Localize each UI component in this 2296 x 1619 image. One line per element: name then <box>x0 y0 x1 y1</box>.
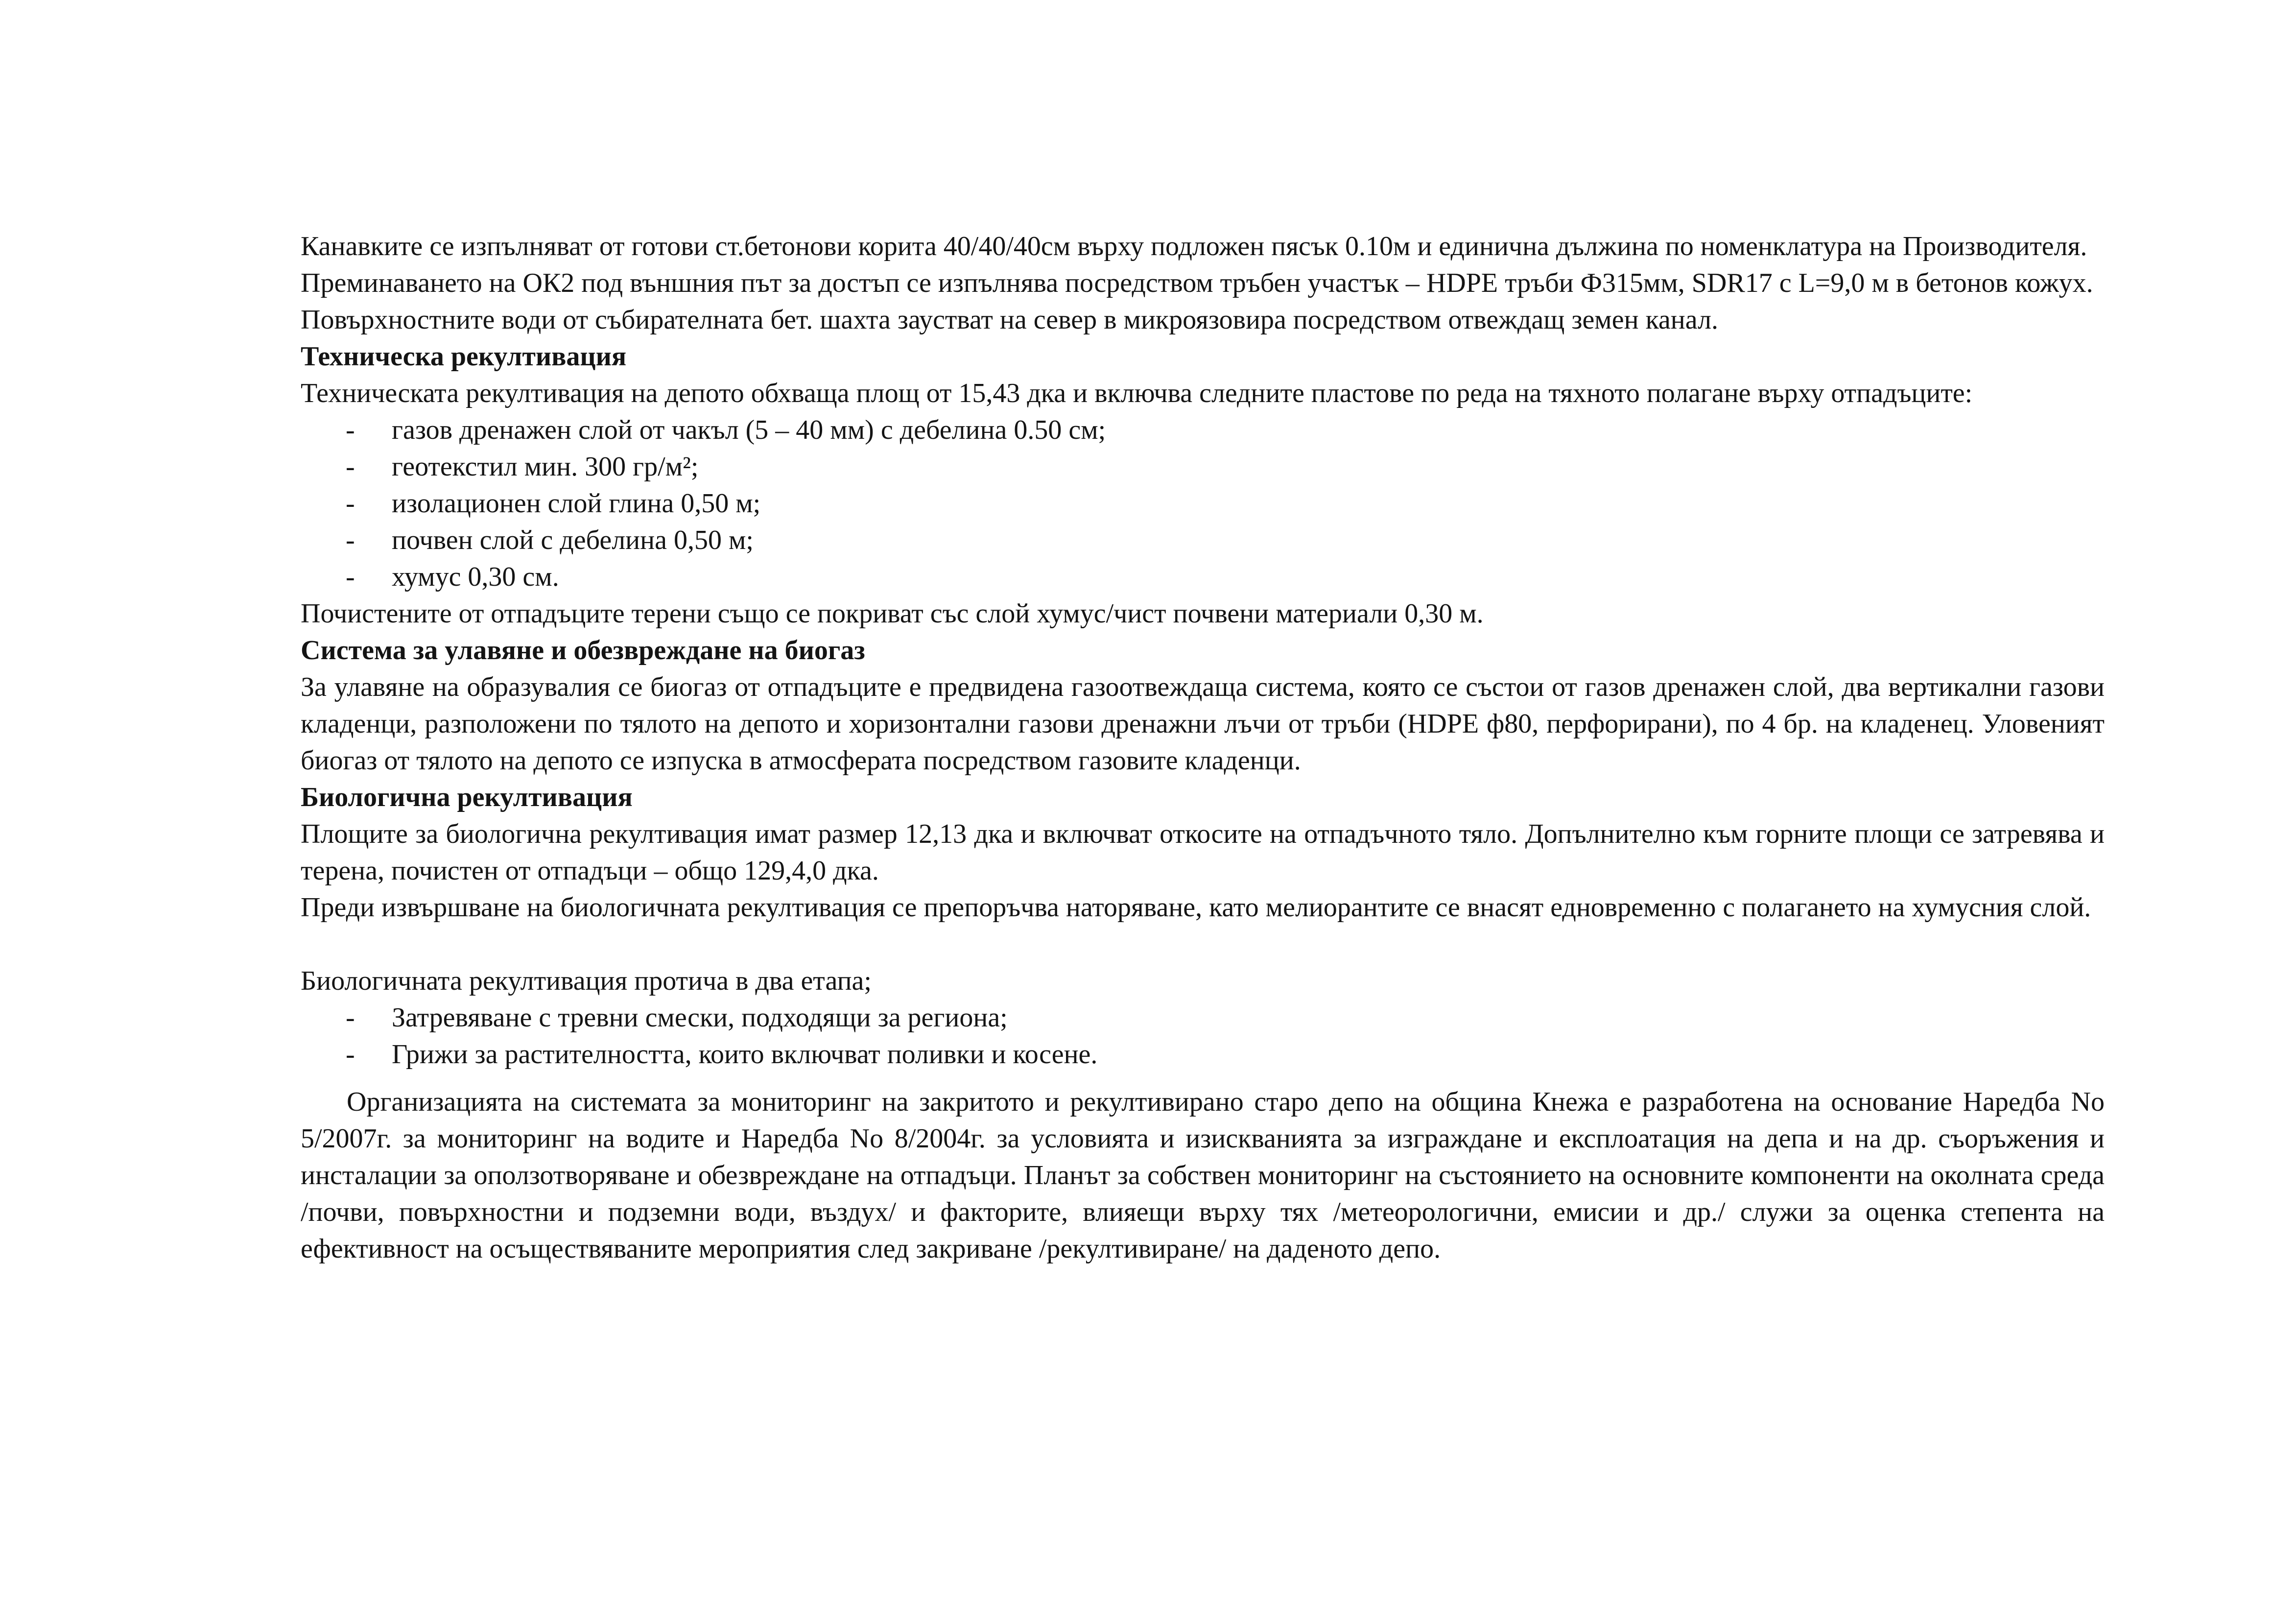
bullet-dash: - <box>346 1039 355 1070</box>
list-item-text: изолационен слой глина 0,50 м; <box>392 488 761 519</box>
technical-layers-list <box>301 412 2105 595</box>
bullet-dash: - <box>346 488 355 519</box>
paragraph-stages-intro: Биологичната рекултивация протича в два етапа; <box>301 966 872 996</box>
paragraph-fertilization: Преди извършване на биологичната рекултивация се препоръчва наторяване, като мелиорантите се внасят едновременно с полагането на хумусния слой. <box>301 892 2091 923</box>
list-item-text: Затревяване с тревни смески, подходящи за региона; <box>392 1002 1008 1033</box>
list-item-text: Грижи за растителността, които включват поливки и косене. <box>392 1039 1098 1070</box>
spacer <box>301 1073 2105 1084</box>
bullet-dash: - <box>346 1002 355 1033</box>
bullet-dash: - <box>346 562 355 592</box>
biological-stages-list <box>301 1000 2105 1073</box>
list-item-text: почвен слой с дебелина 0,50 м; <box>392 525 754 555</box>
bullet-dash: - <box>346 415 355 445</box>
spacer <box>301 926 2105 963</box>
list-item <box>301 1036 2105 1073</box>
paragraph-technical-outro: Почистените от отпадъците терени също се покриват със слой хумус/чист почвени материали 0,30 м. <box>301 598 1484 629</box>
paragraph-technical-intro: Техническата рекултивация на депото обхваща площ от 15,43 дка и включва следните пластове по реда на тяхното полагане върху отпадъците: <box>301 378 1973 408</box>
list-item <box>301 412 2105 449</box>
bullet-dash: - <box>346 525 355 555</box>
list-item <box>301 559 2105 595</box>
paragraph-channels: Канавките се изпълняват от готови ст.бетонови корита 40/40/40см върху подложен пясък 0.10м и единична дължина по номенклатура на Производителя. <box>301 231 2087 262</box>
list-item <box>301 522 2105 559</box>
list-item <box>301 1000 2105 1036</box>
list-item <box>301 449 2105 485</box>
paragraph-monitoring: Организацията на системата за мониторинг на закритото и рекултивирано старо депо на община Кнежа е разработена на основание Наредба No 5/2007г. за мониторинг на водите и Наредба No 8/2004г. за условията и изискванията за изграждане и експлоатация на депа и на др. съоръжения и инсталации за оползотворяване и обезвреждане на отпадъци. Планът за собствен мониторинг на състоянието на основните компоненти на околната среда /почви, повърхностни и подземни води, въздух/ и факторите, влияещи върху тях /метеорологични, емисии и др./ служи за оценка степента на ефективност на осъществяваните мероприятия след закриване /рекултивиране/ на даденото депо. <box>301 1087 2105 1264</box>
heading-technical-recultivation: Техническа рекултивация <box>301 341 627 372</box>
list-item <box>301 485 2105 522</box>
list-item-text: газов дренажен слой от чакъл (5 – 40 мм) с дебелина 0.50 см; <box>392 415 1106 445</box>
paragraph-biogas: За улавяне на образувалия се биогаз от отпадъците е предвидена газоотвеждаща система, която се състои от газов дренажен слой, два вертикални газови кладенци, разположени по тялото на депото и хоризонтални газови дренажни лъчи от тръби (HDPE ф80, перфорирани), по 4 бр. на кладенец. Уловеният биогаз от тялото на депото се изпуска в атмосферата посредством газовите кладенци. <box>301 672 2105 776</box>
paragraph-biological-areas: Площите за биологична рекултивация имат размер 12,13 дка и включват откосите на отпадъчното тяло. Допълнително към горните площи се затревява и терена, почистен от отпадъци – общо 129,4,0 дка. <box>301 819 2105 886</box>
list-item-text: хумус 0,30 см. <box>392 562 559 592</box>
paragraph-crossing: Преминаването на ОК2 под външния път за достъп се изпълнява посредством тръбен участък – HDPE тръби Ф315мм, SDR17 с L=9,0 м в бетонов кожух. <box>301 268 2093 298</box>
paragraph-surface-water: Повърхностните води от събирателната бет. шахта заустват на север в микроязовира посредством отвеждащ земен канал. <box>301 305 1719 335</box>
document-body <box>301 228 2105 1267</box>
heading-biological-recultivation: Биологична рекултивация <box>301 782 633 812</box>
heading-biogas-system: Система за улавяне и обезвреждане на биогаз <box>301 635 865 666</box>
bullet-dash: - <box>346 452 355 482</box>
list-item-text: геотекстил мин. 300 гр/м²; <box>392 452 699 482</box>
